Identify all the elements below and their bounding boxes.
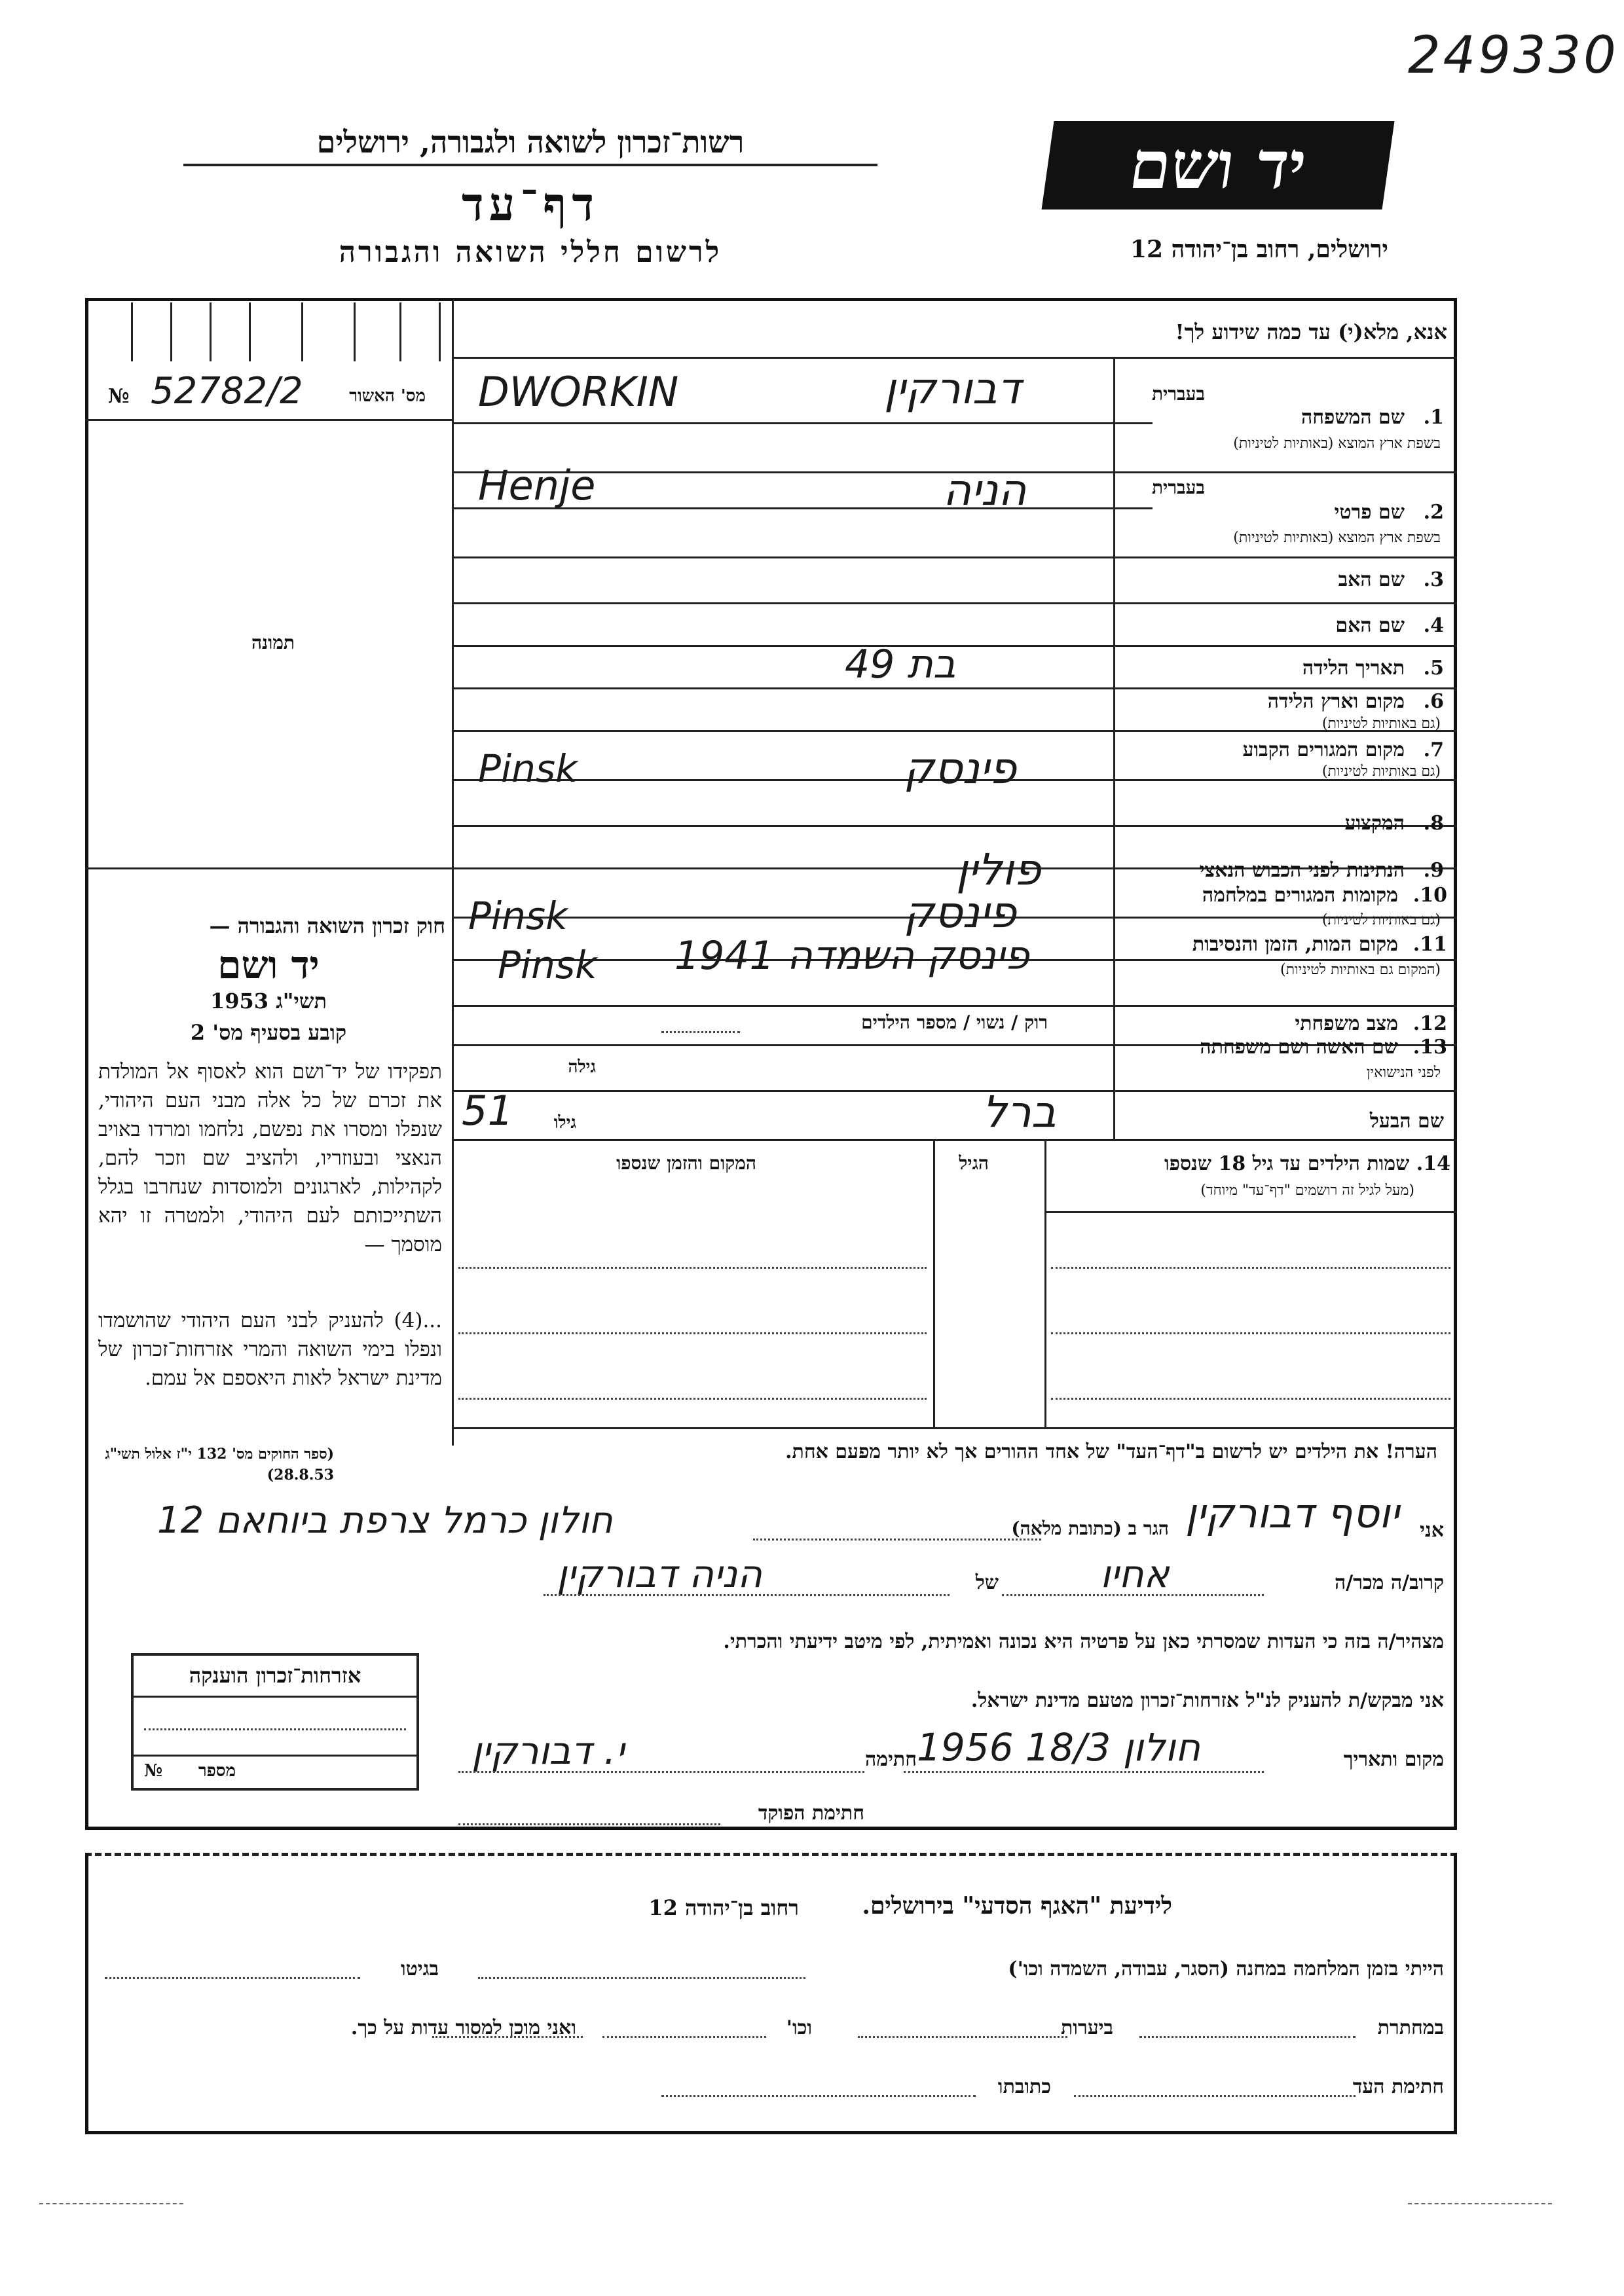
bottom-witness-signature: חתימת העד [1352,2075,1444,2098]
law-text: תפקידו של יד־ושם הוא לאסוף אל המולדת את זכרם של כל אלה מבני העם היהודי, שנפלו ומסרו את נפשם, נלחמו ומרדו באויב הנאצי ובעוזריו, ולהציב שם וזכר להם, לקהילות, לארגונים ולמוסדות שנחרבו בגלל השתייכותם לעם היהודי, ולמטרה זו יהא מוסמך — [98,1060,442,1256]
field-8-number: 8. [1423,812,1444,835]
declarant-name[interactable]: יוסף דבורקין [1185,1489,1399,1537]
law-text-2: ...(4) להעניק לבני העם היהודי שהושמדו ונפלו בימי השואה והמרי אזרחות־זכרון של מדינת ישראל לאות היאספם אל עמם. [98,1309,442,1390]
decl-karov: קרוב/ה מכר/ה [1335,1571,1444,1594]
law-year: תשי"ג 1953 [210,989,327,1013]
field-13-label: שם האשה ושם משפחתה [1200,1036,1398,1059]
field-5-value[interactable]: בת 49 [845,642,956,687]
decl-gar: הגר ב (כתובת מלאה) [1011,1518,1169,1539]
registration-boxes [105,302,445,361]
field-11-value-latin[interactable]: Pinsk [498,943,597,987]
field-6-number: 6. [1423,690,1444,713]
citizenship-title: אזרחות־זכרון הוענקה [189,1663,361,1688]
bottom-ghetto: בגיטו [400,1958,439,1980]
photo-bottom-rule [85,867,452,869]
decl-ani: אני [1420,1519,1444,1542]
field-13-number: 13. [1412,1036,1447,1059]
field-11-number: 11. [1412,933,1447,956]
relation-value[interactable]: אחיו [1100,1552,1170,1596]
official-signature-label: חתימת הפוקד [758,1802,864,1825]
decl-statement: מצהיר/ה בזה כי העדות שמסרתי כאן על פרטיה היא נכונה ואמיתית, לפי מיטב ידיעתי והכרתי. [723,1630,1444,1653]
husband-age-value[interactable]: 51 [462,1087,513,1135]
field-3-number: 3. [1423,568,1444,591]
registration-no: № [108,385,130,408]
field-1-label: שם המשפחה [1301,406,1405,429]
bottom-line1: הייתי בזמן המלחמה במחנה (הסגר, עבודה, השמדה וכו') [1008,1958,1444,1980]
field-3-label: שם האב [1338,568,1405,591]
signature-value[interactable]: י. דבורקין [471,1728,625,1773]
authority-title: רשות־זכרון לשואה ולגבורה, ירושלים [183,124,877,166]
husband-age-label: גילו [553,1113,576,1133]
law-section: קובע בסעיף מס' 2 [190,1020,347,1045]
children-label: 14. שמות הילדים עד גיל 18 שנספו [1164,1152,1450,1175]
law-title: חוק זכרון השואה והגבורה — [209,913,445,938]
field-12-number: 12. [1412,1012,1447,1035]
photo-label: תמונה [251,632,295,653]
field-4-label: שם האם [1335,614,1405,637]
field-2-hebrew-tag: בעברית [1151,477,1205,498]
footer-rule-right [1408,2203,1552,2204]
yad-vashem-address: ירושלים, רחוב בן־יהודה 12 [1130,236,1388,263]
field-12-label: מצב משפחתי [1295,1012,1398,1035]
intro-text: אנא, מלא(י) עד כמה שידוע לך! [1175,319,1447,344]
field-7-sub: (גם באותיות לטיניות) [1321,763,1441,780]
field-6-label: מקום וארץ הלידה [1267,690,1405,713]
field-5-label: תאריך הלידה [1302,657,1405,680]
declarant-address[interactable]: חולון כרמל צרפת ביוחאם 12 [157,1499,613,1542]
field-12-value[interactable]: רוק / נשוי / מספר הילדים [861,1011,1048,1033]
decl-shel: של [975,1571,999,1594]
form-title: דף־עד [461,177,599,231]
field-6-sub: (גם באותיות לטיניות) [1321,716,1441,732]
field-1-hebrew-tag: בעברית [1151,383,1205,405]
law-name: יד ושם [217,943,320,987]
place-date-label: מקום ותאריך [1343,1748,1444,1771]
bottom-ready: ואני מוכן למסור עדות על כך. [350,2016,576,2039]
field-2-value-hebrew[interactable]: הניה [943,465,1027,515]
field-8-label: המקצוע [1344,812,1405,835]
field-4-number: 4. [1423,614,1444,637]
field-11-label: מקום המות, הזמן והנסיבות [1192,933,1398,956]
field-7-value-hebrew[interactable]: פינסק [904,743,1017,793]
law-reference: (ספר החוקים מס' 132 י"ז אלול תשי"ג 28.8.53) [105,1446,334,1484]
field-10-number: 10. [1412,884,1447,907]
bottom-etc: וכו' [786,2016,812,2039]
label-column-divider [1113,357,1115,1139]
registration-value[interactable]: 52782/2 [151,370,303,412]
children-col-place: המקום והזמן שנספו [616,1152,756,1174]
field-2-number: 2. [1423,501,1444,524]
field-10-value-latin[interactable]: Pinsk [468,894,568,938]
field-1-sub: בשפת ארץ המוצא (באותיות לטיניות) [1233,435,1441,452]
wife-age-label: גילה [568,1057,596,1077]
citizenship-number-label: מספר [198,1761,236,1781]
registration-label: מס' האשור [349,386,426,406]
field-7-label: מקום המגורים הקבוע [1242,738,1405,761]
decl-request: אני מבקש/ת להעניק לנ"ל אזרחות־זכרון מטעם מדינת ישראל. [970,1689,1444,1712]
registration-rule [85,419,452,421]
field-2-value-latin[interactable]: Henje [478,462,596,509]
field-1-value-hebrew[interactable]: דבורקין [884,363,1021,414]
field-9-value[interactable]: פולין [956,845,1041,895]
signature-label: חתימה [865,1748,917,1771]
field-7-number: 7. [1423,738,1444,761]
field-10-value-hebrew[interactable]: פינסק [904,887,1017,938]
citizenship-no: № [144,1761,163,1781]
bottom-title: לידיעת "האגף הסדעי" בירושלים. [862,1892,1172,1920]
deceased-name-value[interactable]: הניה דבורקין [557,1552,763,1596]
footer-rule-left [39,2203,183,2204]
husband-name-value[interactable]: ברל [982,1087,1056,1137]
form-subtitle: לרשום חללי השואה והגבורה [339,236,722,269]
field-10-sub: (גם באותיות לטיניות) [1321,912,1441,928]
field-5-number: 5. [1423,657,1444,680]
bottom-underground: במחתרת [1377,2016,1444,2039]
field-11-value-hebrew[interactable]: פינסק השמדה 1941 [674,933,1029,979]
children-col-age: הגיל [959,1152,989,1174]
bottom-his-address: כתובתו [997,2075,1051,2098]
field-1-value-latin[interactable]: DWORKIN [478,368,679,416]
place-date-value[interactable]: חולון 18/3 1956 [917,1725,1200,1770]
husband-label: שם הבעל [1369,1110,1444,1133]
field-9-label: הנתינות לפני הכבוש הנאצי [1199,859,1405,882]
field-7-value-latin[interactable]: Pinsk [478,746,578,791]
intro-rule [452,357,1457,359]
field-11-sub: (המקום גם באותיות לטיניות) [1280,962,1441,978]
field-9-number: 9. [1423,859,1444,882]
children-sub: (מעל לגיל זה רושמים "דף־עד" מיוחד) [1200,1182,1414,1199]
archive-number: 249330 [1408,26,1619,85]
field-1-number: 1. [1423,406,1444,429]
yad-vashem-logo: יד ושם [1042,121,1395,210]
field-2-sub: בשפת ארץ המוצא (באותיות לטיניות) [1233,530,1441,546]
note-text: הערה! את הילדים יש לרשום ב"דף־העד" של אחד ההורים אך לא יותר מפעם אחת. [785,1440,1437,1463]
field-2-label: שם פרטי [1334,501,1405,524]
field-10-label: מקומות המגורים במלחמה [1202,884,1398,907]
bottom-forests: ביערות [1060,2016,1113,2039]
bottom-address: רחוב בן־יהודה 12 [648,1895,799,1920]
field-13-sub: לפני הנישואין [1366,1065,1441,1081]
